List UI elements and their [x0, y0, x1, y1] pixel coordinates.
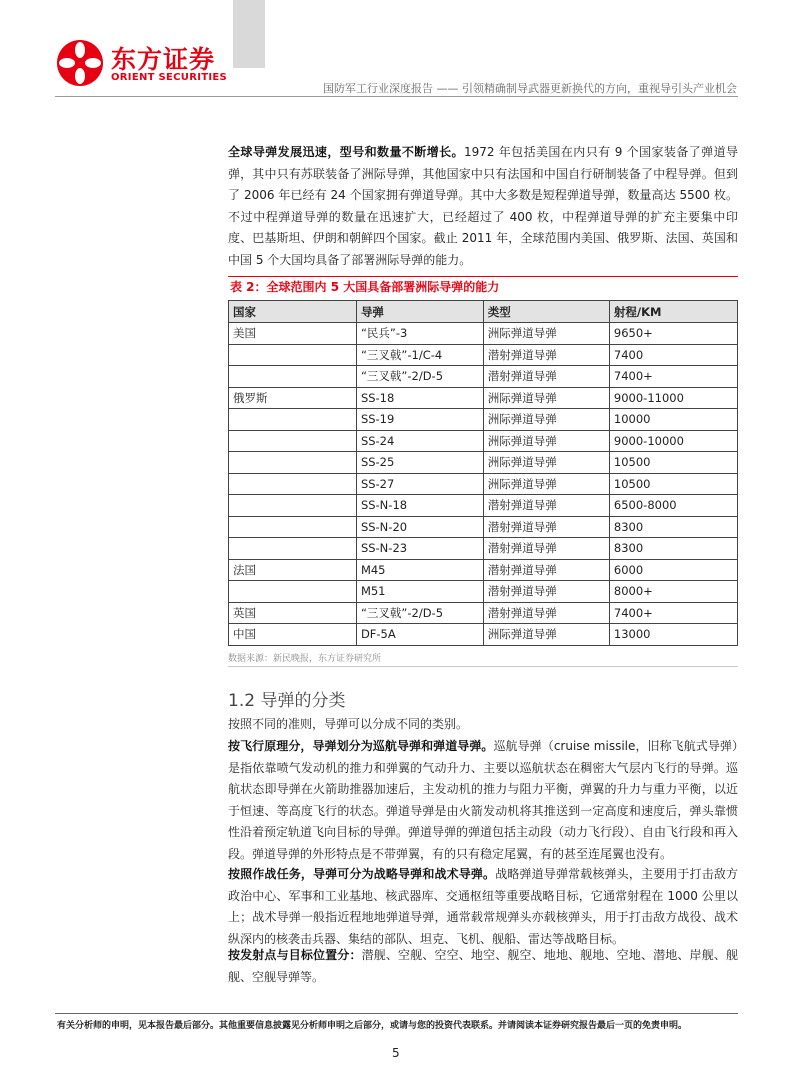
cell-range: 10500: [609, 473, 737, 495]
mission-lead: 按照作战任务，导弹可分为战略导弹和战术导弹。: [228, 867, 496, 881]
cell-type: 潜射弹道导弹: [483, 495, 609, 517]
cell-range: 7400: [609, 344, 737, 366]
header-divider: [55, 96, 738, 97]
cell-range: 10000: [609, 409, 737, 431]
cell-type: 洲际弹道导弹: [483, 323, 609, 345]
cell-type: 潜射弹道导弹: [483, 516, 609, 538]
cell-type: 潜射弹道导弹: [483, 559, 609, 581]
cell-range: 8300: [609, 516, 737, 538]
cell-missile: “三叉戟”-1/C-4: [356, 344, 483, 366]
cell-type: 潜射弹道导弹: [483, 366, 609, 388]
footer-divider: [55, 1013, 738, 1014]
table-row: [229, 344, 738, 366]
logo-english-name: ORIENT SECURITIES: [111, 72, 228, 83]
header-country: 国家: [229, 301, 357, 323]
table-row: [229, 452, 738, 474]
orient-securities-logo-icon: [55, 38, 105, 88]
flight-lead: 按飞行原理分，导弹划分为巡航导弹和弹道导弹。: [228, 739, 494, 753]
table-header-row: [229, 301, 738, 323]
footer-disclaimer: 有关分析师的申明，见本报告最后部分。其他重要信息披露见分析师申明之后部分，或请与您的投资代表联系。并请阅读本证券研究报告最后一页的免责申明。: [57, 1021, 688, 1031]
cell-range: 6000: [609, 559, 737, 581]
table-row: [229, 581, 738, 603]
table-row: [229, 473, 738, 495]
classification-by-launch: [228, 945, 738, 988]
cell-country: [229, 409, 357, 431]
table-row: [229, 323, 738, 345]
logo-chinese-name: 东方证券: [111, 45, 216, 74]
header-gray-band: [233, 0, 265, 68]
cell-missile: SS-27: [356, 473, 483, 495]
cell-range: 8000+: [609, 581, 737, 603]
table-row: [229, 602, 738, 624]
page-number: 5: [392, 1046, 400, 1060]
missile-capability-table: [228, 300, 738, 646]
cell-missile: SS-18: [356, 387, 483, 409]
mission-body: 战略弹道导弹常载核弹头，主要用于打击敌方政治中心、军事和工业基地、核武器库、交通枢纽等重要战略目标，它通常射程在 1000 公里以上；战术导弹一般指近程地地弹道导弹，通常载常规弹头亦载核弹头，用于打击敌方战役、战术纵深内的核袭击兵器、集结的部队、坦克、飞机、舰船、雷达等战略目标。: [228, 867, 738, 946]
cell-missile: M51: [356, 581, 483, 603]
table-row: [229, 538, 738, 560]
cell-country: 中国: [229, 624, 357, 646]
table-body: [229, 323, 738, 646]
cell-missile: SS-19: [356, 409, 483, 431]
table-row: [229, 430, 738, 452]
table-row: [229, 495, 738, 517]
header-type: 类型: [483, 301, 609, 323]
cell-missile: SS-N-23: [356, 538, 483, 560]
cell-country: [229, 495, 357, 517]
cell-missile: SS-24: [356, 430, 483, 452]
cell-type: 洲际弹道导弹: [483, 430, 609, 452]
cell-type: 潜射弹道导弹: [483, 538, 609, 560]
cell-range: 9000-11000: [609, 387, 737, 409]
table-row: [229, 366, 738, 388]
table-row: [229, 387, 738, 409]
cell-country: [229, 516, 357, 538]
section-heading: 1.2 导弹的分类: [228, 691, 346, 711]
cell-type: 潜射弹道导弹: [483, 344, 609, 366]
cell-country: [229, 538, 357, 560]
table-row: [229, 516, 738, 538]
cell-missile: SS-N-18: [356, 495, 483, 517]
cell-country: 英国: [229, 602, 357, 624]
cell-type: 洲际弹道导弹: [483, 473, 609, 495]
cell-country: [229, 430, 357, 452]
section-intro: 按照不同的准则，导弹可以分成不同的类别。: [228, 717, 469, 731]
source-divider: [228, 666, 738, 667]
cell-range: 9000-10000: [609, 430, 737, 452]
cell-type: 潜射弹道导弹: [483, 581, 609, 603]
cell-type: 洲际弹道导弹: [483, 409, 609, 431]
cell-type: 洲际弹道导弹: [483, 387, 609, 409]
table-row: [229, 559, 738, 581]
cell-range: 8300: [609, 538, 737, 560]
cell-missile: SS-N-20: [356, 516, 483, 538]
table-row: [229, 624, 738, 646]
cell-missile: M45: [356, 559, 483, 581]
cell-missile: SS-25: [356, 452, 483, 474]
cell-missile: “三叉戟”-2/D-5: [356, 366, 483, 388]
company-logo: [55, 38, 235, 88]
cell-range: 6500-8000: [609, 495, 737, 517]
cell-country: [229, 473, 357, 495]
cell-missile: “民兵”-3: [356, 323, 483, 345]
flight-body: 巡航导弹（cruise missile，旧称飞航式导弹）是指依靠喷气发动机的推力和弹翼的气动升力、主要以巡航状态在稠密大气层内飞行的导弹。巡航状态即导弹在火箭助推器加速后，主发动机的推力与阻力平衡，弹翼的升力与重力平衡，以近于恒速、等高度飞行的状态。弹道导弹是由火箭发动机将其推送到一定高度和速度后，弹头靠惯性沿着预定轨道飞向目标的导弹。弹道导弹的弹道包括主动段（动力飞行段）、自由飞行段和再入段。弹道导弹的外形特点是不带弹翼，有的只有稳定尾翼，有的甚至连尾翼也没有。: [228, 739, 739, 861]
cell-range: 13000: [609, 624, 737, 646]
table-source: 数据来源：新民晚报，东方证券研究所: [228, 654, 382, 664]
cell-missile: “三叉戟”-2/D-5: [356, 602, 483, 624]
cell-country: [229, 581, 357, 603]
launch-body: 潜舰、空舰、空空、地空、舰空、地地、舰地、空地、潜地、岸舰、舰舰、空舰导弹等。: [228, 948, 738, 984]
cell-country: 俄罗斯: [229, 387, 357, 409]
header-range: 射程/KM: [609, 301, 737, 323]
intro-lead: 全球导弹发展迅速，型号和数量不断增长。: [228, 145, 464, 159]
cell-country: [229, 452, 357, 474]
report-header-title: 国防军工行业深度报告 —— 引领精确制导武器更新换代的方向，重视导引头产业机会: [323, 82, 737, 95]
cell-type: 洲际弹道导弹: [483, 624, 609, 646]
cell-range: 10500: [609, 452, 737, 474]
cell-country: [229, 344, 357, 366]
intro-paragraph: [228, 142, 738, 271]
classification-by-flight: [228, 736, 738, 865]
table-title: 表 2：全球范围内 5 大国具备部署洲际导弹的能力: [228, 276, 738, 298]
cell-range: 7400+: [609, 602, 737, 624]
intro-body: 1972 年包括美国在内只有 9 个国家装备了弹道导弹，其中只有苏联装备了洲际导弹，其他国家中只有法国和中国自行研制装备了中程导弹。但到了 2006 年已经有 24 个国家拥有弹道导弹。其中大多数是短程弹道导弹，数量高达 5500 枚。不过中程弹道导弹的数量在迅速扩大，已经超过了 400 枚，中程弹道导弹的扩充主要集中印度、巴基斯坦、伊朗和朝鲜四个国家。截止 2011 年，全球范围内美国、俄罗斯、法国、英国和中国 5 个大国均具备了部署洲际导弹的能力。: [228, 145, 738, 267]
classification-by-mission: [228, 864, 738, 950]
header-missile: 导弹: [356, 301, 483, 323]
cell-range: 7400+: [609, 366, 737, 388]
cell-type: 潜射弹道导弹: [483, 602, 609, 624]
cell-range: 9650+: [609, 323, 737, 345]
cell-country: 美国: [229, 323, 357, 345]
cell-missile: DF-5A: [356, 624, 483, 646]
launch-lead: 按发射点与目标位置分：: [228, 948, 362, 962]
cell-country: 法国: [229, 559, 357, 581]
table-row: [229, 409, 738, 431]
cell-type: 洲际弹道导弹: [483, 452, 609, 474]
cell-country: [229, 366, 357, 388]
